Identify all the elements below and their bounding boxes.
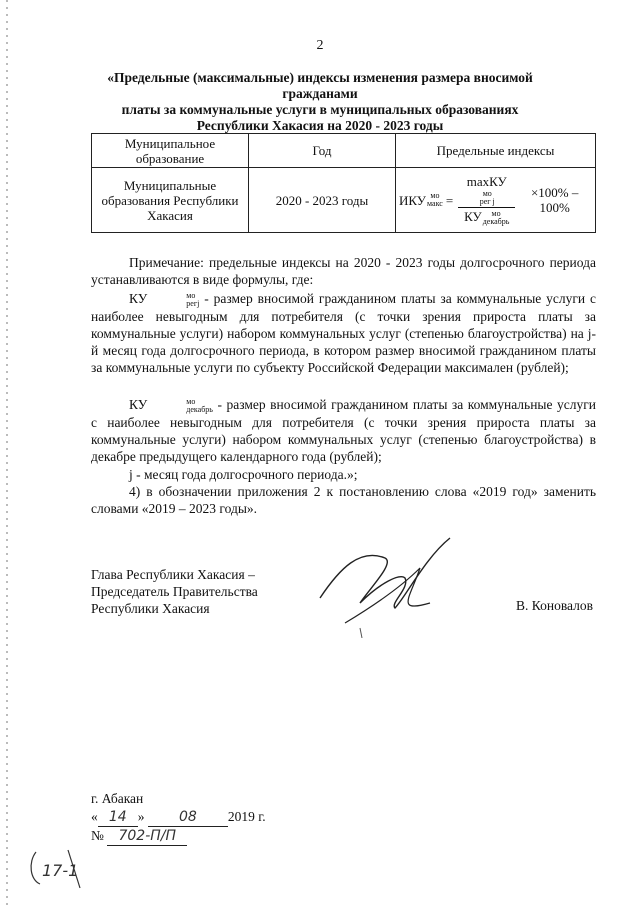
formula-den: КУ <box>464 209 482 224</box>
cell-years: 2020 - 2023 годы <box>249 168 396 233</box>
header-indices: Предельные индексы <box>396 134 596 168</box>
document-number: 702-П/П <box>107 827 187 846</box>
scan-edge-dots <box>6 0 8 905</box>
title-line-2: платы за коммунальные услуги в муниципальных образованиях <box>121 102 519 117</box>
def1-symbol: КУ <box>129 291 148 306</box>
date-year-suffix: г. <box>258 809 266 824</box>
table-row <box>92 168 596 233</box>
indices-table <box>91 133 596 233</box>
def2-sup: мо <box>186 396 196 406</box>
formula-eq: = <box>445 192 454 208</box>
footer-date: « 14 » 08 2019 г. <box>91 809 266 825</box>
handwritten-signature <box>300 528 480 638</box>
def2-symbol: КУ <box>129 397 148 412</box>
def1-sub: регj <box>186 298 200 308</box>
formula-fraction <box>458 174 515 226</box>
def1-text: - размер вносимой гражданином платы за коммунальные услуги с наиболее невыгодным для потребителя (с точки зрения прироста платы за коммунальные услуги) набором коммунальных услуг (степенью благоустройства) на j-й месяц года долгосрочного периода, в котором размер вносимой гражданином платы за коммунальные услуги по субъекту Российской Федерации максимален (рублей); <box>91 291 596 375</box>
title-line-1: «Предельные (максимальные) индексы изменения размера вносимой гражданами <box>107 70 533 101</box>
cell-formula <box>396 168 596 233</box>
index-formula <box>399 174 592 226</box>
document-title <box>80 70 560 134</box>
signatory-title <box>91 566 258 617</box>
note-intro: Примечание: предельные индексы на 2020 - 2023 годы долгосрочного периода устанавливаются в виде формулы, где: <box>91 255 596 287</box>
signatory-line-3: Республики Хакасия <box>91 601 210 616</box>
signatory-line-2: Председатель Правительства <box>91 584 258 599</box>
def2-sub: декабрь <box>186 404 213 414</box>
footer <box>91 790 266 846</box>
formula-lhs: ИКУ <box>399 192 427 208</box>
page-number: 2 <box>316 38 324 53</box>
item-4: 4) в обозначении приложения 2 к постановлению слова «2019 год» заменить словами «2019 – 2023 годы». <box>91 484 596 516</box>
corner-mark-text: 17-1 <box>42 861 79 880</box>
date-month: 08 <box>148 808 228 827</box>
formula-lhs-sup: мо <box>430 191 440 200</box>
title-line-3: Республики Хакасия на 2020 - 2023 годы <box>196 118 444 133</box>
header-municipality: Муниципальное образование <box>92 134 249 168</box>
cell-municipality: Муниципальные образования Республики Хакасия <box>92 168 249 233</box>
formula-den-sup: мо <box>491 209 501 219</box>
formula-num-sup: мо <box>482 189 492 198</box>
formula-num: maxКУ <box>466 173 507 189</box>
header-year: Год <box>249 134 396 168</box>
date-year: 2019 <box>227 809 255 824</box>
table-header-row <box>92 134 596 168</box>
definition-1 <box>91 290 596 376</box>
handwritten-corner-mark <box>28 842 98 892</box>
formula-num-sub: рег j <box>479 197 495 206</box>
signatory-line-1: Глава Республики Хакасия – <box>91 567 255 582</box>
definition-3: j - месяц года долгосрочного периода.»; <box>129 467 358 482</box>
footer-number: № 702-П/П <box>91 827 266 846</box>
def1-sup: мо <box>186 290 196 300</box>
formula-tail: ×100% – 100% <box>530 185 579 215</box>
signatory-name: В. Коновалов <box>516 598 593 613</box>
footer-city: г. Абакан <box>91 791 144 806</box>
formula-den-sub: декабрь <box>482 217 510 227</box>
definition-2 <box>91 396 596 465</box>
formula-lhs-sub: макс <box>427 199 443 208</box>
def2-text: - размер вносимой гражданином платы за коммунальные услуги с наиболее невыгодным для потребителя (с точки зрения прироста платы за коммунальные услуги) набором коммунальных услуг (степенью благоустройства) в декабре предыдущего календарного года (рублей); <box>91 397 596 464</box>
date-day: 14 <box>98 808 138 827</box>
